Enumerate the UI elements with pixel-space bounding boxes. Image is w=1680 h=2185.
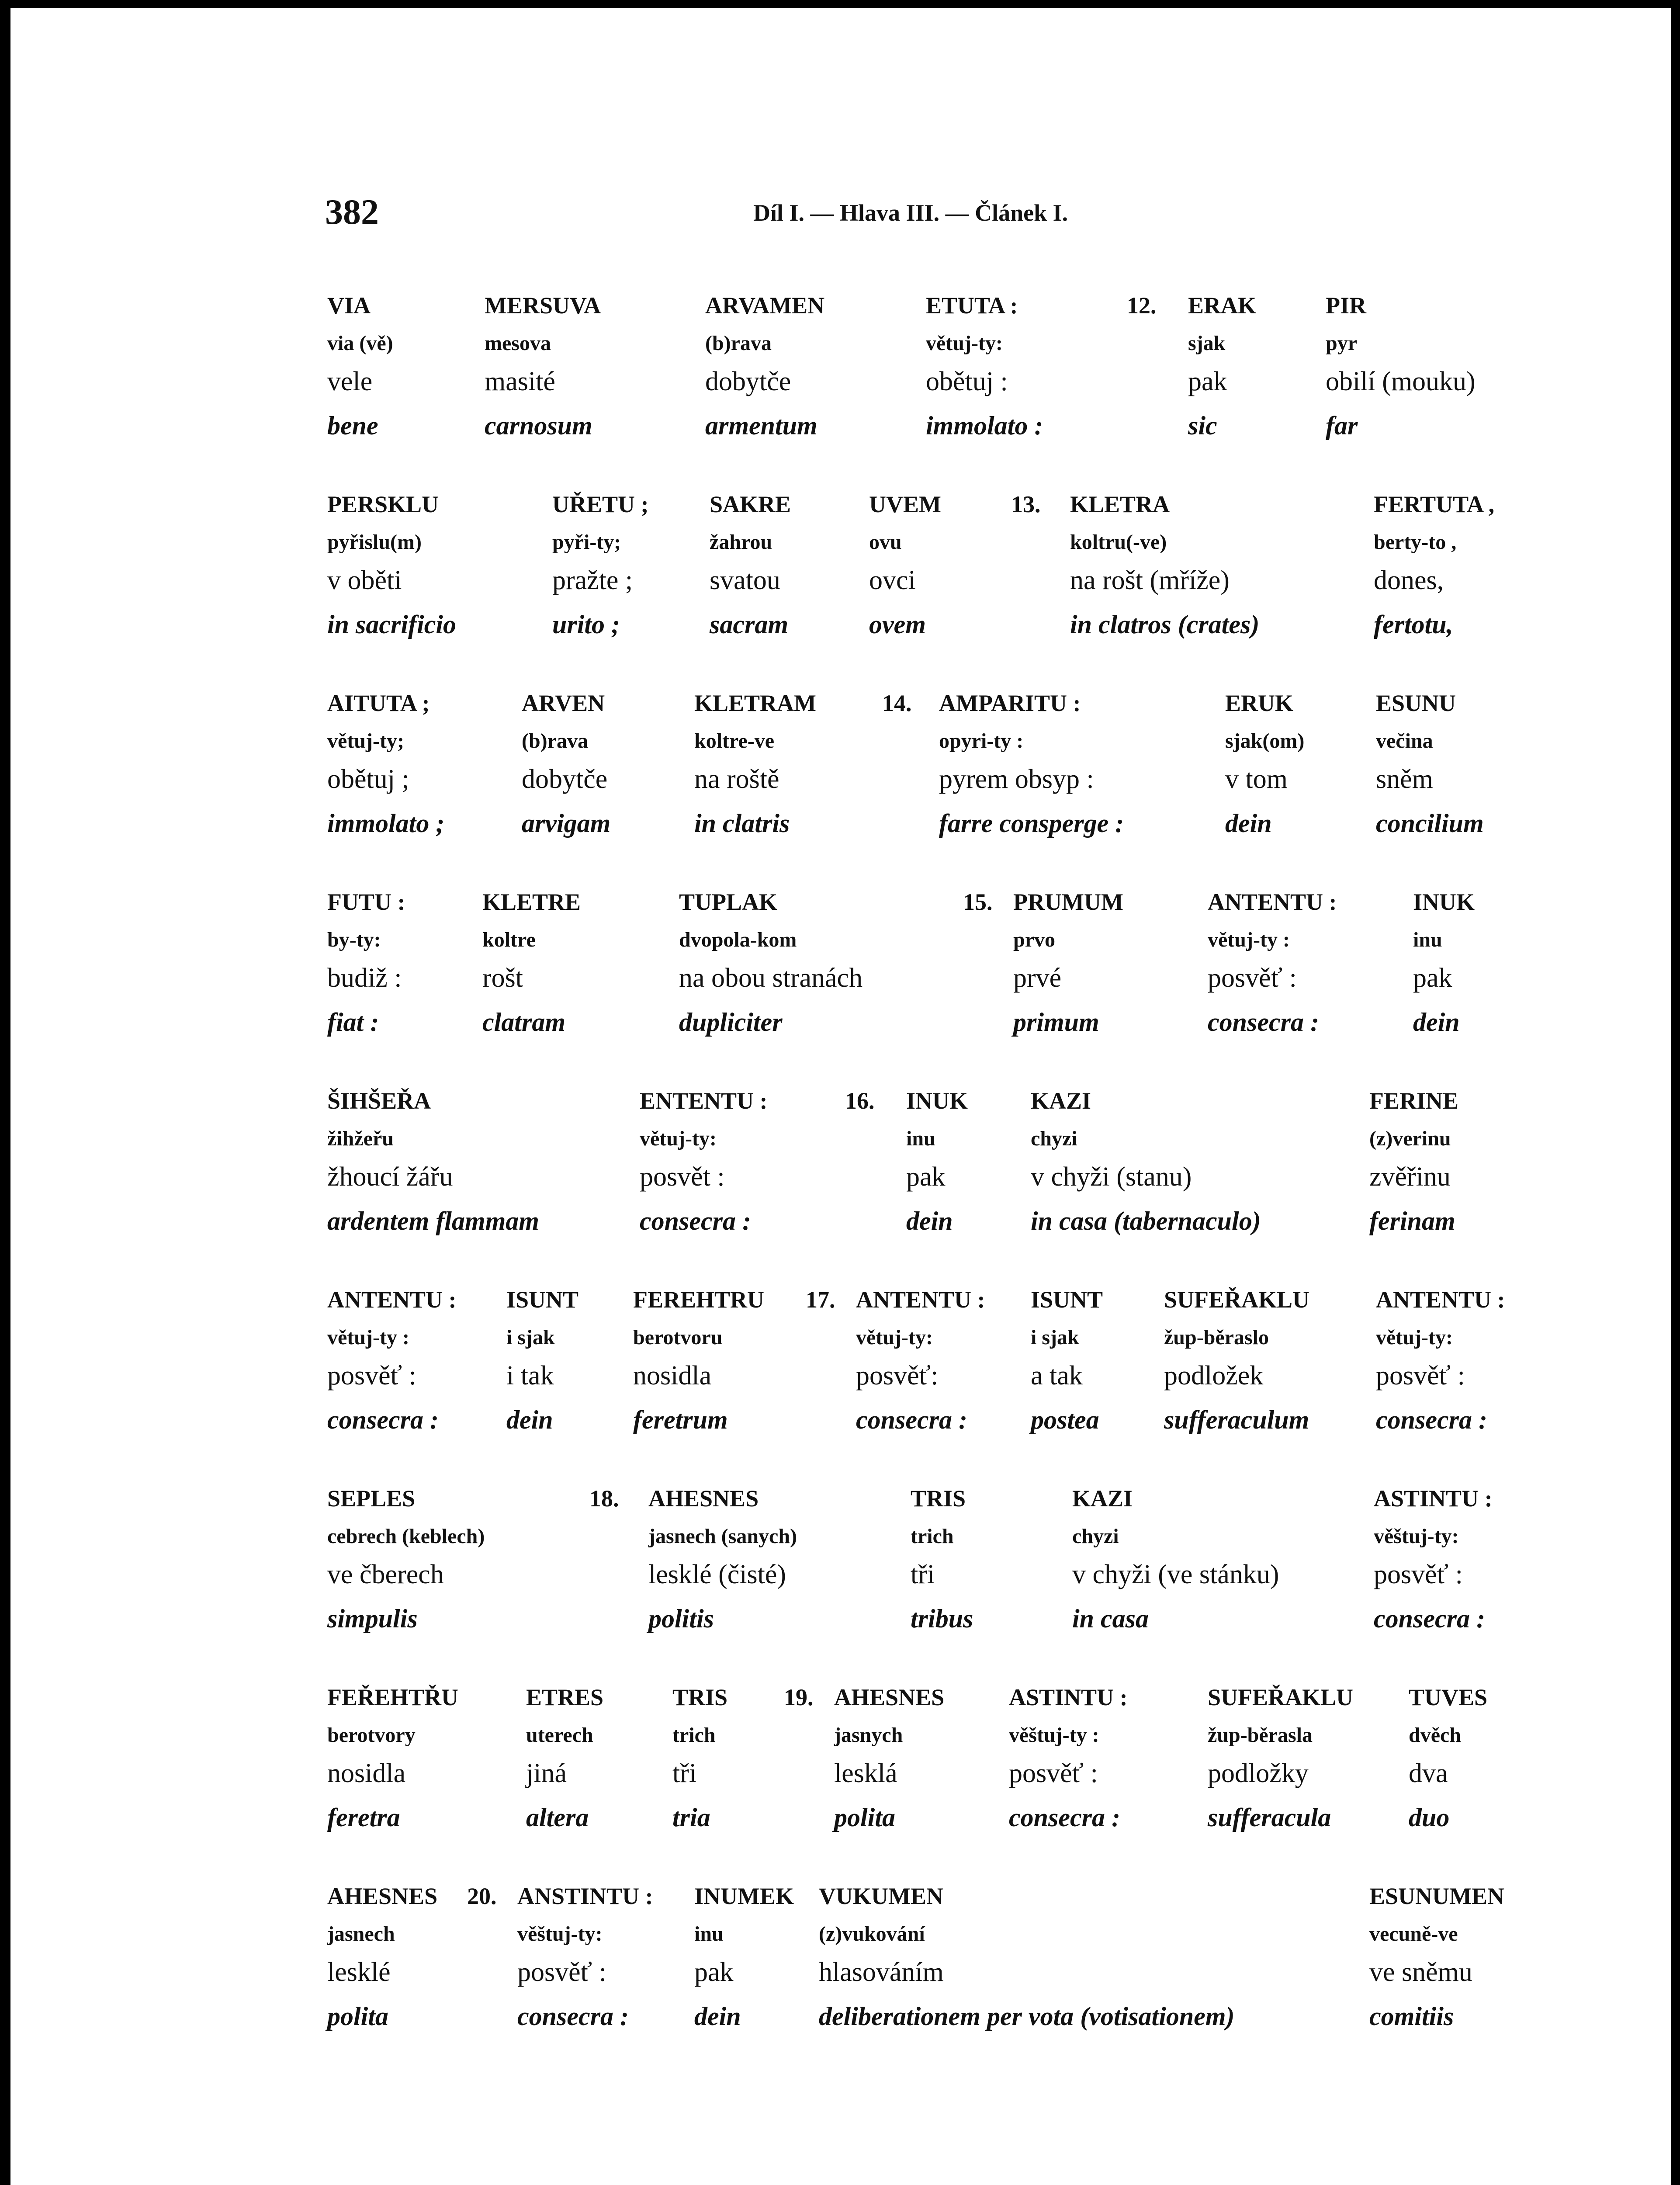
latin-translation: consecra : xyxy=(1376,1405,1487,1434)
latin-translation: carnosum xyxy=(485,411,592,440)
line-group xyxy=(10,491,1671,657)
czech-translation: v tom xyxy=(1225,764,1288,794)
phonetic-transcription: sjak xyxy=(1188,332,1226,355)
latin-translation: farre consperge : xyxy=(939,809,1124,838)
line-group xyxy=(10,1485,1671,1651)
czech-translation: v oběti xyxy=(327,565,402,595)
latin-translation: sufferaculum xyxy=(1164,1405,1309,1434)
phonetic-transcription: jasnych xyxy=(834,1724,903,1747)
phonetic-transcription: chyzi xyxy=(1031,1127,1077,1150)
phonetic-transcription: opyri-ty : xyxy=(939,729,1024,753)
phonetic-transcription: prvo xyxy=(1013,928,1055,951)
czech-translation: posvěť : xyxy=(1208,963,1297,993)
phonetic-transcription: žup-běraslo xyxy=(1164,1326,1269,1349)
umbrian-word: VUKUMEN xyxy=(819,1883,943,1909)
czech-translation: prvé xyxy=(1013,963,1062,993)
latin-translation: altera xyxy=(526,1803,589,1832)
latin-translation: in clatros (crates) xyxy=(1070,610,1260,639)
czech-translation: obětuj : xyxy=(926,367,1008,396)
page-header xyxy=(10,191,1671,231)
umbrian-word: VIA xyxy=(327,292,371,319)
umbrian-word: ETRES xyxy=(526,1684,604,1710)
czech-translation: vele xyxy=(327,367,373,396)
umbrian-word: KAZI xyxy=(1031,1088,1091,1114)
umbrian-word: FEŘEHTŘU xyxy=(327,1684,459,1710)
umbrian-word: ŠIHŠEŘA xyxy=(327,1088,431,1114)
czech-translation: a tak xyxy=(1031,1361,1083,1391)
czech-translation: obětuj ; xyxy=(327,764,409,794)
umbrian-word: AMPARITU : xyxy=(939,690,1081,716)
umbrian-word: AITUTA ; xyxy=(327,690,430,716)
czech-translation: posvěť : xyxy=(1376,1361,1465,1391)
latin-translation: dein xyxy=(1413,1008,1460,1037)
phonetic-transcription: větuj-ty : xyxy=(1208,928,1290,951)
czech-translation: pak xyxy=(906,1162,946,1192)
phonetic-transcription: větuj-ty: xyxy=(640,1127,717,1150)
umbrian-word: ETUTA : xyxy=(926,292,1018,319)
phonetic-transcription: věštuj-ty: xyxy=(517,1922,603,1946)
latin-translation: in casa xyxy=(1072,1604,1149,1633)
phonetic-transcription: (b)rava xyxy=(705,332,772,355)
latin-translation: comitiis xyxy=(1369,2002,1454,2031)
latin-translation: dupliciter xyxy=(679,1008,783,1037)
umbrian-word: INUK xyxy=(1413,889,1475,915)
phonetic-transcription: dvěch xyxy=(1409,1724,1461,1747)
latin-translation: consecra : xyxy=(517,2002,629,2031)
czech-translation: ve čberech xyxy=(327,1560,444,1589)
phonetic-transcription: vecuně-ve xyxy=(1369,1922,1458,1946)
umbrian-word: PRUMUM xyxy=(1013,889,1123,915)
phonetic-transcription: koltre-ve xyxy=(694,729,775,753)
phonetic-transcription: pyr xyxy=(1326,332,1357,355)
latin-translation: duo xyxy=(1409,1803,1450,1832)
latin-translation: sic xyxy=(1188,411,1217,440)
phonetic-transcription: i sjak xyxy=(506,1326,555,1349)
book-page xyxy=(10,8,1671,2185)
czech-translation: v chyži (stanu) xyxy=(1031,1162,1192,1192)
latin-translation: sacram xyxy=(710,610,788,639)
latin-translation: feretrum xyxy=(633,1405,728,1434)
phonetic-transcription: žihžeřu xyxy=(327,1127,394,1150)
umbrian-word: ANSTINTU : xyxy=(517,1883,653,1909)
latin-translation: immolato ; xyxy=(327,809,445,838)
phonetic-transcription: (b)rava xyxy=(522,729,588,753)
czech-translation: dones, xyxy=(1374,565,1444,595)
latin-translation: consecra : xyxy=(856,1405,967,1434)
section-number: 18. xyxy=(589,1485,619,1512)
phonetic-transcription: večina xyxy=(1376,729,1433,753)
running-head: Díl I. — Hlava III. — Článek I. xyxy=(753,200,1068,226)
latin-translation: urito ; xyxy=(552,610,620,639)
phonetic-transcription: žup-běrasla xyxy=(1208,1724,1313,1747)
czech-translation: podložek xyxy=(1164,1361,1264,1391)
phonetic-transcription: žahrou xyxy=(710,531,772,554)
umbrian-word: FERTUTA , xyxy=(1374,491,1495,517)
umbrian-word: PIR xyxy=(1326,292,1366,319)
phonetic-transcription: koltre xyxy=(482,928,536,951)
umbrian-word: FUTU : xyxy=(327,889,405,915)
latin-translation: tribus xyxy=(911,1604,973,1633)
phonetic-transcription: větuj-ty: xyxy=(856,1326,933,1349)
latin-translation: consecra : xyxy=(640,1207,751,1235)
latin-translation: simpulis xyxy=(327,1604,418,1633)
czech-translation: tři xyxy=(672,1758,697,1788)
section-number: 17. xyxy=(806,1287,835,1313)
umbrian-word: TUPLAK xyxy=(679,889,778,915)
umbrian-word: INUMEK xyxy=(694,1883,794,1909)
section-number: 14. xyxy=(882,690,912,716)
latin-translation: in casa (tabernaculo) xyxy=(1031,1207,1261,1235)
czech-translation: lesklá xyxy=(834,1758,897,1788)
phonetic-transcription: inu xyxy=(1413,928,1442,951)
umbrian-word: FEREHTRU xyxy=(633,1287,765,1313)
phonetic-transcription: trich xyxy=(911,1525,954,1548)
line-group xyxy=(10,1883,1671,2049)
phonetic-transcription: sjak(om) xyxy=(1225,729,1305,753)
umbrian-word: ERUK xyxy=(1225,690,1294,716)
czech-translation: rošt xyxy=(482,963,523,993)
czech-translation: sněm xyxy=(1376,764,1433,794)
czech-translation: lesklé xyxy=(327,1957,391,1987)
latin-translation: ovem xyxy=(869,610,926,639)
line-group xyxy=(10,1286,1671,1452)
phonetic-transcription: věštuj-ty: xyxy=(1374,1525,1459,1548)
czech-translation: dobytče xyxy=(522,764,608,794)
czech-translation: nosidla xyxy=(633,1361,712,1391)
line-group xyxy=(10,1684,1671,1850)
czech-translation: žhoucí žářu xyxy=(327,1162,453,1192)
latin-translation: ferinam xyxy=(1369,1207,1455,1235)
latin-translation: armentum xyxy=(705,411,817,440)
czech-translation: tři xyxy=(911,1560,935,1589)
czech-translation: pak xyxy=(1413,963,1452,993)
latin-translation: consecra : xyxy=(327,1405,439,1434)
umbrian-word: ASTINTU : xyxy=(1374,1485,1493,1512)
umbrian-word: KLETRA xyxy=(1070,491,1170,517)
czech-translation: dobytče xyxy=(705,367,791,396)
latin-translation: sufferacula xyxy=(1208,1803,1331,1832)
czech-translation: masité xyxy=(485,367,555,396)
czech-translation: ve sněmu xyxy=(1369,1957,1472,1987)
page-number: 382 xyxy=(325,192,379,232)
umbrian-word: KLETRAM xyxy=(694,690,817,716)
latin-translation: immolato : xyxy=(926,411,1043,440)
phonetic-transcription: pyřislu(m) xyxy=(327,531,422,554)
latin-translation: bene xyxy=(327,411,378,440)
latin-translation: concilium xyxy=(1376,809,1484,838)
phonetic-transcription: ovu xyxy=(869,531,902,554)
umbrian-word: ANTENTU : xyxy=(856,1287,985,1313)
phonetic-transcription: větuj-ty: xyxy=(1376,1326,1453,1349)
latin-translation: in clatris xyxy=(694,809,790,838)
phonetic-transcription: věštuj-ty : xyxy=(1009,1724,1099,1747)
latin-translation: consecra : xyxy=(1009,1803,1120,1832)
latin-translation: fertotu, xyxy=(1374,610,1453,639)
czech-translation: na roště xyxy=(694,764,779,794)
line-group xyxy=(10,292,1671,458)
umbrian-word: ANTENTU : xyxy=(1376,1287,1505,1313)
czech-translation: i tak xyxy=(506,1361,554,1391)
czech-translation: pak xyxy=(694,1957,734,1987)
czech-translation: v chyži (ve stánku) xyxy=(1072,1560,1279,1589)
umbrian-word: AHESNES xyxy=(327,1883,438,1909)
umbrian-word: ERAK xyxy=(1188,292,1257,319)
section-number: 12. xyxy=(1127,292,1157,319)
czech-translation: jiná xyxy=(526,1758,567,1788)
umbrian-word: SAKRE xyxy=(710,491,791,517)
line-group xyxy=(10,1087,1671,1253)
czech-translation: podložky xyxy=(1208,1758,1309,1788)
phonetic-transcription: (z)vukování xyxy=(819,1922,925,1946)
latin-translation: tria xyxy=(672,1803,710,1832)
umbrian-word: INUK xyxy=(906,1088,968,1114)
czech-translation: zvěřinu xyxy=(1369,1162,1451,1192)
phonetic-transcription: větuj-ty; xyxy=(327,729,404,753)
umbrian-word: ENTENTU : xyxy=(640,1088,768,1114)
phonetic-transcription: berotvory xyxy=(327,1724,416,1747)
czech-translation: na obou stranách xyxy=(679,963,863,993)
czech-translation: svatou xyxy=(710,565,780,595)
latin-translation: dein xyxy=(694,2002,741,2031)
umbrian-word: SUFEŘAKLU xyxy=(1208,1684,1354,1710)
umbrian-word: SUFEŘAKLU xyxy=(1164,1287,1310,1313)
phonetic-transcription: inu xyxy=(906,1127,935,1150)
phonetic-transcription: koltru(-ve) xyxy=(1070,531,1167,554)
phonetic-transcription: větuj-ty: xyxy=(926,332,1003,355)
latin-translation: arvigam xyxy=(522,809,611,838)
umbrian-word: UVEM xyxy=(869,491,941,517)
phonetic-transcription: jasnech (sanych) xyxy=(648,1525,797,1548)
latin-translation: in sacrificio xyxy=(327,610,456,639)
umbrian-word: ANTENTU : xyxy=(327,1287,457,1313)
phonetic-transcription: berty-to , xyxy=(1374,531,1457,554)
czech-translation: pak xyxy=(1188,367,1227,396)
latin-translation: polita xyxy=(834,1803,896,1832)
umbrian-word: KLETRE xyxy=(482,889,581,915)
phonetic-transcription: i sjak xyxy=(1031,1326,1079,1349)
czech-translation: hlasováním xyxy=(819,1957,944,1987)
czech-translation: budiž : xyxy=(327,963,402,993)
umbrian-word: ARVAMEN xyxy=(705,292,825,319)
umbrian-word: PERSKLU xyxy=(327,491,439,517)
latin-translation: feretra xyxy=(327,1803,400,1832)
section-number: 19. xyxy=(784,1684,814,1710)
latin-translation: fiat : xyxy=(327,1008,379,1037)
umbrian-word: SEPLES xyxy=(327,1485,416,1512)
line-group xyxy=(10,690,1671,856)
umbrian-word: UŘETU ; xyxy=(552,491,649,517)
umbrian-word: ISUNT xyxy=(506,1287,579,1313)
umbrian-word: ESUNUMEN xyxy=(1369,1883,1505,1909)
latin-translation: dein xyxy=(1225,809,1272,838)
czech-translation: posvěť: xyxy=(856,1361,939,1391)
umbrian-word: MERSUVA xyxy=(485,292,601,319)
czech-translation: na rošt (mříže) xyxy=(1070,565,1230,595)
phonetic-transcription: větuj-ty : xyxy=(327,1326,409,1349)
umbrian-word: ARVEN xyxy=(522,690,605,716)
umbrian-word: ANTENTU : xyxy=(1208,889,1337,915)
czech-translation: posvěť : xyxy=(1374,1560,1463,1589)
line-group xyxy=(10,888,1671,1054)
phonetic-transcription: chyzi xyxy=(1072,1525,1119,1548)
czech-translation: ovci xyxy=(869,565,916,595)
phonetic-transcription: trich xyxy=(672,1724,716,1747)
section-number: 13. xyxy=(1011,491,1041,517)
latin-translation: consecra : xyxy=(1374,1604,1485,1633)
czech-translation: lesklé (čisté) xyxy=(648,1560,786,1589)
latin-translation: far xyxy=(1326,411,1358,440)
umbrian-word: ISUNT xyxy=(1031,1287,1103,1313)
czech-translation: pyrem obsyp : xyxy=(939,764,1094,794)
phonetic-transcription: uterech xyxy=(526,1724,593,1747)
latin-translation: primum xyxy=(1013,1008,1099,1037)
czech-translation: obilí (mouku) xyxy=(1326,367,1476,396)
phonetic-transcription: berotvoru xyxy=(633,1326,723,1349)
phonetic-transcription: pyři-ty; xyxy=(552,531,621,554)
section-number: 20. xyxy=(467,1883,497,1909)
umbrian-word: TRIS xyxy=(911,1485,966,1512)
czech-translation: posvět : xyxy=(640,1162,725,1192)
phonetic-transcription: (z)verinu xyxy=(1369,1127,1451,1150)
phonetic-transcription: inu xyxy=(694,1922,724,1946)
phonetic-transcription: mesova xyxy=(485,332,551,355)
czech-translation: posvěť : xyxy=(1009,1758,1098,1788)
latin-translation: clatram xyxy=(482,1008,565,1037)
umbrian-word: AHESNES xyxy=(648,1485,759,1512)
latin-translation: ardentem flammam xyxy=(327,1207,539,1235)
umbrian-word: AHESNES xyxy=(834,1684,945,1710)
phonetic-transcription: by-ty: xyxy=(327,928,381,951)
latin-translation: consecra : xyxy=(1208,1008,1319,1037)
latin-translation: dein xyxy=(906,1207,953,1235)
phonetic-transcription: via (vě) xyxy=(327,332,393,355)
czech-translation: dva xyxy=(1409,1758,1448,1788)
umbrian-word: ESUNU xyxy=(1376,690,1456,716)
czech-translation: posvěť : xyxy=(327,1361,416,1391)
phonetic-transcription: cebrech (keblech) xyxy=(327,1525,485,1548)
czech-translation: posvěť : xyxy=(517,1957,606,1987)
latin-translation: postea xyxy=(1031,1405,1099,1434)
section-number: 15. xyxy=(963,889,993,915)
umbrian-word: TUVES xyxy=(1409,1684,1488,1710)
umbrian-word: FERINE xyxy=(1369,1088,1459,1114)
phonetic-transcription: dvopola-kom xyxy=(679,928,797,951)
latin-translation: politis xyxy=(648,1604,714,1633)
czech-translation: pražte ; xyxy=(552,565,633,595)
czech-translation: nosidla xyxy=(327,1758,406,1788)
umbrian-word: KAZI xyxy=(1072,1485,1133,1512)
latin-translation: dein xyxy=(506,1405,553,1434)
latin-translation: deliberationem per vota (votisationem) xyxy=(819,2002,1235,2031)
section-number: 16. xyxy=(845,1088,875,1114)
latin-translation: polita xyxy=(327,2002,389,2031)
phonetic-transcription: jasnech xyxy=(327,1922,395,1946)
umbrian-word: ASTINTU : xyxy=(1009,1684,1128,1710)
umbrian-word: TRIS xyxy=(672,1684,728,1710)
